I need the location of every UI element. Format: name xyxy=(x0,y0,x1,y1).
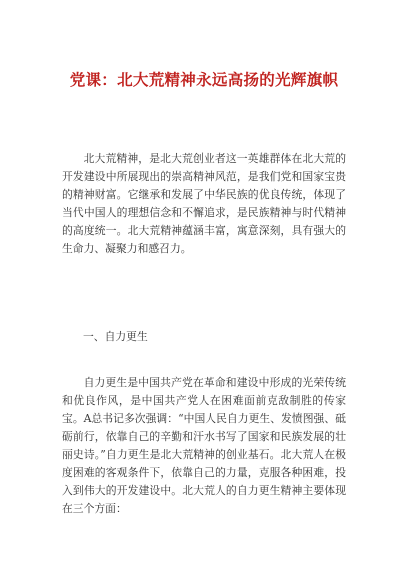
intro-paragraph: 北大荒精神，是北大荒创业者这一英雄群体在北大荒的开发建设中所展现出的崇高精神风范，是我们党和国家宝贵的精神财富。它继承和发展了中华民族的优良传统，体现了当代中国人的理想信念和不懈追求，是民族精神与时代精神的高度统一。北大荒精神蕴涵丰富，寓意深刻，具有强大的生命力、凝聚力和感召力。 xyxy=(62,152,346,255)
document-title: 党课：北大荒精神永远高扬的光辉旗帜 xyxy=(69,71,339,89)
section-paragraph: 自力更生是中国共产党在革命和建设中形成的光荣传统和优良作风，是中国共产党人在困难面前克敌制胜的传家宝。A总书记多次强调：“中国人民自力更生、发愤图强、砥砺前行，依靠自己的辛勤和汗水书写了国家和民族发展的壮丽史诗。”自力更生是北大荒精神的创业基石。北大荒人在极度困难的客观条件下，依靠自己的力量，克服各种困难，投入到伟大的开发建设中。北大荒人的自力更生精神主要体现在三个方面： xyxy=(62,376,346,515)
section-heading: 一、自力更生 xyxy=(83,330,148,343)
